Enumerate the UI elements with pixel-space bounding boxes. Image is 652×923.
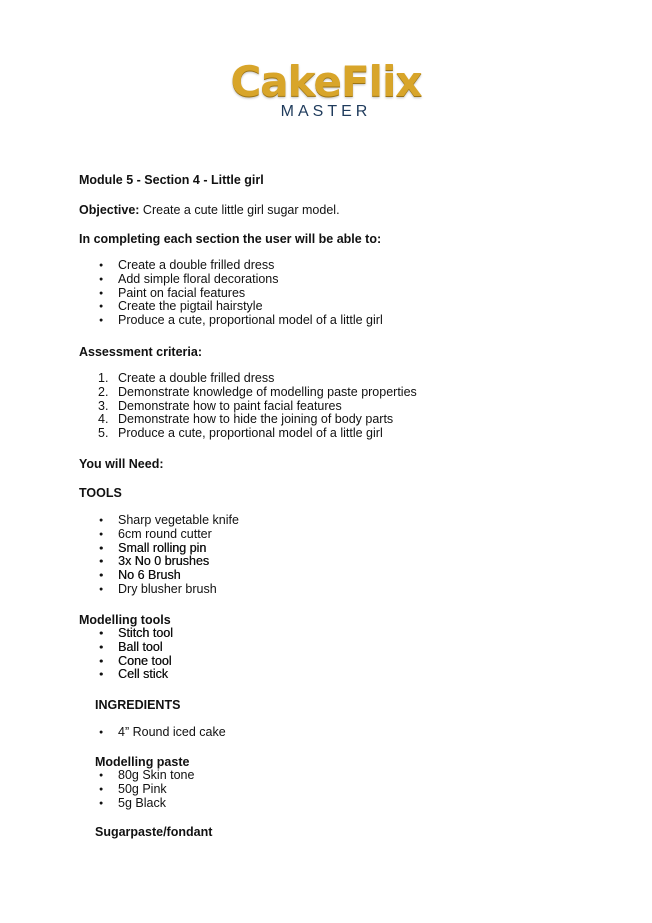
list-item: ● Cell stick [79, 668, 173, 682]
list-item: ● No 6 Brush [79, 569, 239, 583]
list-item: ● Produce a cute, proportional model of a little girl [79, 314, 383, 328]
list-item: ● Cone tool [79, 655, 173, 669]
item-text: Create a double frilled dress [118, 371, 275, 385]
list-item: ● Create a double frilled dress [79, 259, 383, 273]
modelling-paste-heading: Modelling paste [95, 755, 190, 769]
objective-text: Create a cute little girl sugar model. [142, 203, 340, 217]
module-title: Module 5 - Section 4 - Little girl [79, 173, 264, 187]
tools-heading: TOOLS [79, 486, 122, 500]
list-item: ● 80g Skin tone [79, 769, 194, 783]
item-number: 5. [98, 426, 109, 441]
item-text: Demonstrate how to paint facial features [118, 398, 342, 413]
item-text: Demonstrate knowledge of modelling paste properties [118, 384, 417, 399]
item-number: 1. [98, 371, 109, 385]
list-item: ● Stitch tool [79, 627, 173, 641]
modelling-tools-heading: Modelling tools [79, 613, 171, 627]
list-item: ● 3x No 0 brushes [79, 555, 239, 569]
need-heading: You will Need: [79, 457, 164, 471]
list-item: ● 4” Round iced cake [79, 726, 226, 740]
list-item [79, 372, 417, 386]
item-text: Demonstrate how to hide the joining of body parts [118, 412, 394, 427]
list-item: ● Dry blusher brush [79, 583, 239, 597]
list-item: ● Add simple floral decorations [79, 273, 383, 287]
completion-heading: In completing each section the user will be able to: [79, 232, 382, 246]
list-item: ● 50g Pink [79, 783, 194, 797]
item-number: 3. [98, 398, 109, 413]
objective-label: Objective: [79, 203, 140, 217]
assessment-list [79, 372, 417, 441]
assessment-heading: Assessment criteria: [79, 345, 202, 359]
item-text: Produce a cute, proportional model of a little girl [118, 426, 383, 441]
tools-list [79, 514, 239, 597]
completion-list [79, 259, 383, 328]
list-item: ● Create the pigtail hairstyle [79, 300, 383, 314]
list-item: ● Sharp vegetable knife [79, 514, 239, 528]
list-item: ● Ball tool [79, 641, 173, 655]
item-number: 4. [98, 412, 109, 427]
cakeflix-logo [0, 57, 652, 120]
list-item: ● 5g Black [79, 797, 194, 811]
ingredients-heading: INGREDIENTS [95, 698, 181, 712]
modelling-paste-list [79, 769, 194, 810]
logo-subtitle: MASTER [280, 103, 372, 120]
list-item: ● Paint on facial features [79, 287, 383, 301]
objective [79, 203, 340, 218]
list-item [79, 413, 417, 427]
list-item: ● 6cm round cutter [79, 528, 239, 542]
logo-wordmark: CakeFlix [230, 57, 422, 106]
list-item [79, 386, 417, 400]
ingredients-list [79, 726, 226, 740]
modelling-tools-list [79, 627, 173, 682]
sugarpaste-heading: Sugarpaste/fondant [95, 825, 213, 839]
list-item: ● Small rolling pin [79, 542, 239, 556]
item-number: 2. [98, 384, 109, 399]
list-item [79, 400, 417, 414]
list-item [79, 427, 417, 441]
